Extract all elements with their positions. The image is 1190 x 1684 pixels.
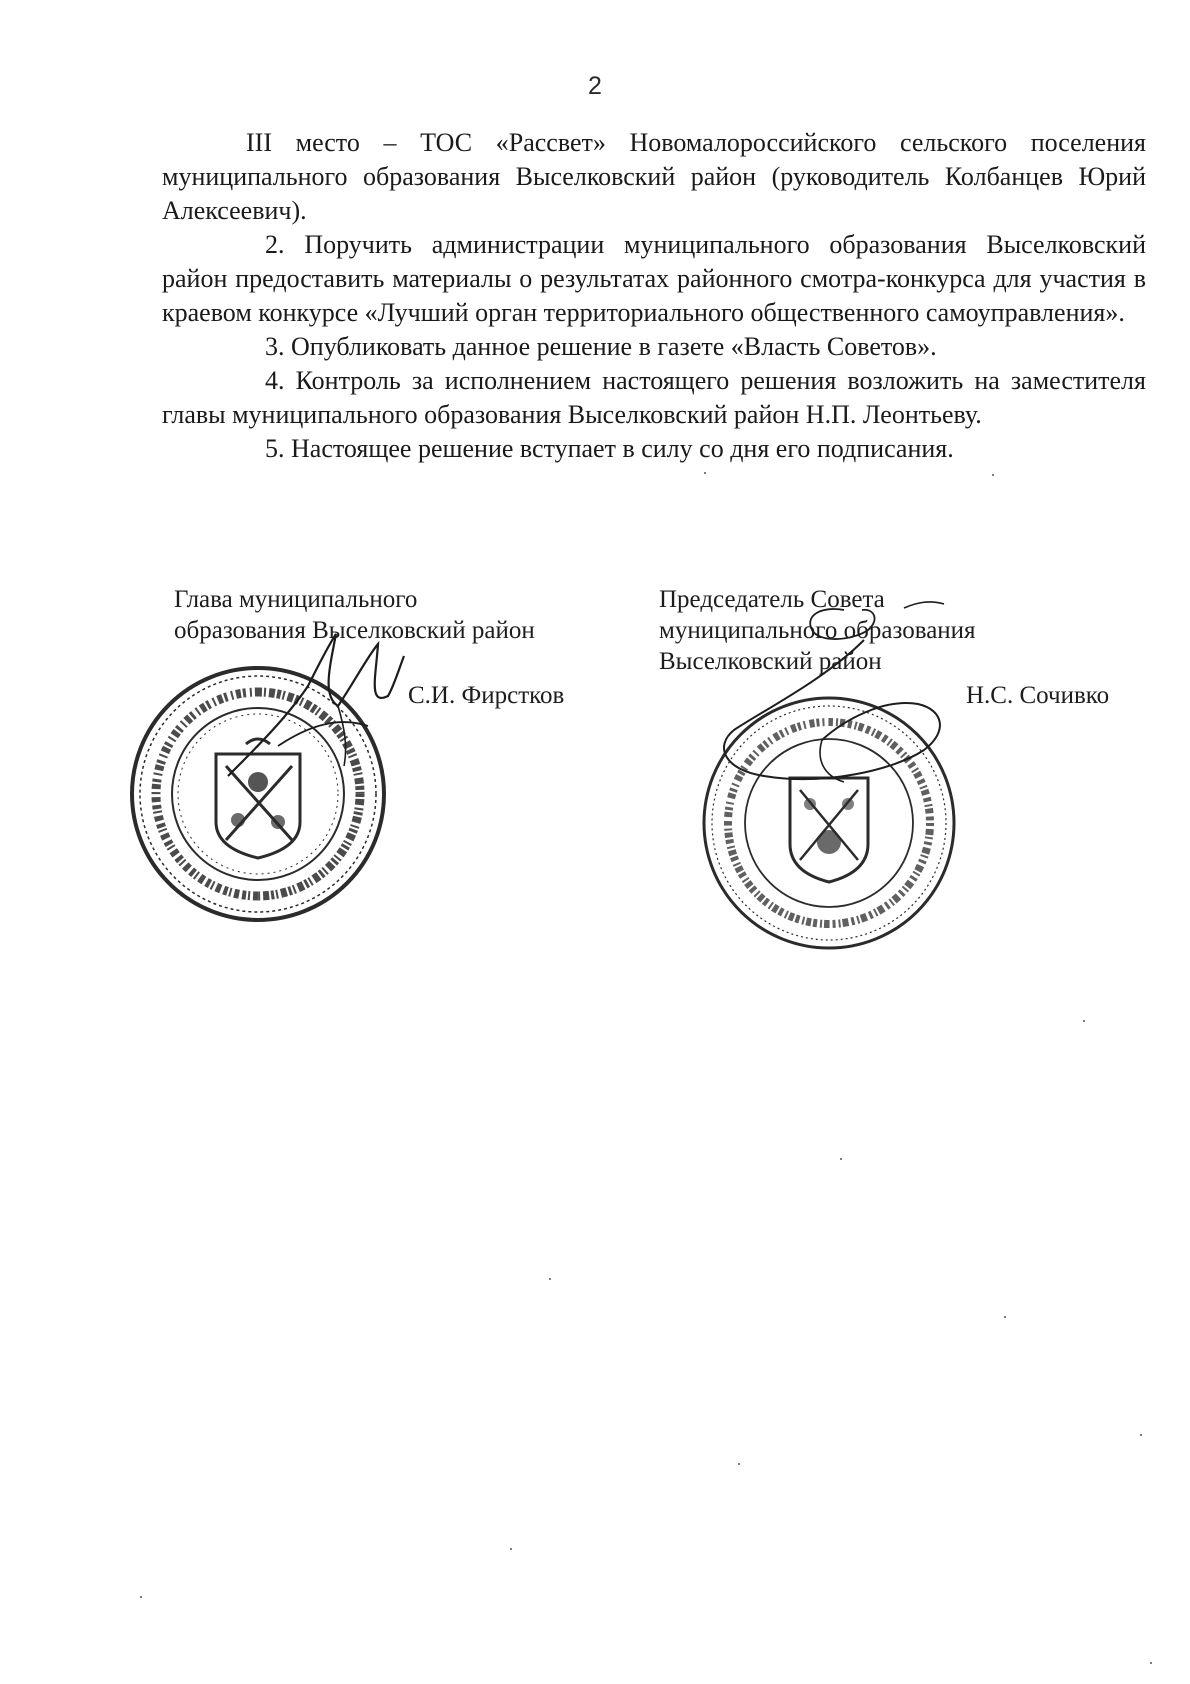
scan-speck [1004, 1316, 1006, 1318]
council-seal [698, 692, 960, 954]
scan-speck [140, 1596, 142, 1598]
scan-speck [1083, 1020, 1085, 1022]
right-signatory-name: Н.С. Сочивко [966, 682, 1110, 709]
scan-speck [549, 1278, 551, 1280]
left-title-line-1: Глава муниципального [174, 586, 418, 613]
scan-speck [1150, 1662, 1152, 1664]
paragraph-item-5: 5. Настоящее решение вступает в силу со дня его подписания. [265, 434, 954, 463]
decision-body [162, 126, 1146, 466]
scan-speck [510, 1548, 512, 1550]
right-title-line-2: муниципального образования [659, 617, 976, 644]
paragraph-third-place: III место – ТОС «Рассвет» Новомалороссийского сельского поселения муниципального образования Выселковский район (руководитель Колбанцев Юрий Алексеевич). [162, 128, 1146, 225]
administration-seal-graphic [126, 662, 390, 926]
right-title-line-3: Выселковский район [659, 648, 882, 675]
paragraph-item-2: 2. Поручить администрации муниципального образования Выселковский район предоставить материалы о результатах районного смотра-конкурса для участия в краевом конкурсе «Лучший орган территориального общественного самоуправления». [162, 230, 1146, 327]
paragraph-item-3: 3. Опубликовать данное решение в газете «Власть Советов». [265, 332, 937, 361]
council-seal-text [960, 692, 961, 693]
administration-seal-text [390, 662, 391, 663]
left-signatory-title [174, 584, 535, 646]
page-number: 2 [588, 72, 602, 100]
scan-speck [1140, 1434, 1142, 1436]
scan-speck [992, 474, 994, 476]
administration-seal [126, 662, 390, 926]
left-title-line-2: образования Выселковский район [174, 617, 535, 644]
scan-speck [704, 472, 706, 474]
council-seal-graphic [698, 692, 960, 954]
left-signatory-name: С.И. Фирстков [408, 682, 565, 709]
scan-speck [840, 1158, 842, 1160]
right-title-line-1: Председатель Совета [659, 586, 885, 613]
right-signatory-title [659, 584, 976, 677]
scan-speck [738, 1463, 740, 1465]
paragraph-item-4: 4. Контроль за исполнением настоящего решения возложить на заместителя главы муниципального образования Выселковский район Н.П. Леонтьеву. [162, 366, 1146, 429]
